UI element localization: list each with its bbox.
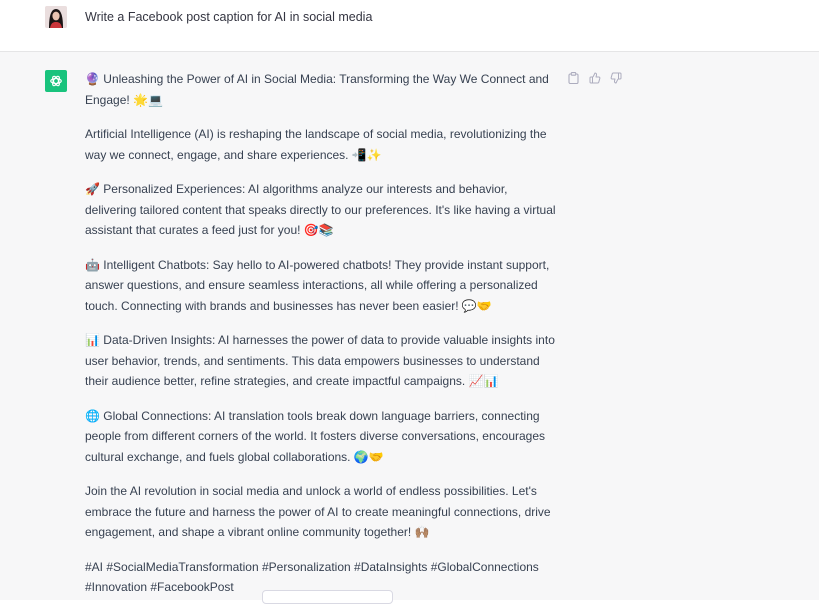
user-avatar (45, 6, 67, 28)
thumbs-down-button[interactable] (608, 70, 623, 85)
clipboard-icon (568, 72, 579, 84)
assistant-message-row (0, 52, 819, 600)
thumbs-up-button[interactable] (587, 70, 602, 85)
thumbs-down-icon (610, 72, 622, 84)
user-message-row (0, 0, 819, 52)
response-global: 🌐 Global Connections: AI translation tools break down language barriers, connecting people from different corners of the world. It fosters diverse conversations, encourages cultural exchange, and fuels global collaborations. 🌍🤝 (85, 408, 546, 464)
response-intro: Artificial Intelligence (AI) is reshaping the landscape of social media, revolutionizing the way we connect, engage, and share experiences. 📲✨ (85, 127, 547, 162)
regenerate-button[interactable] (262, 590, 393, 604)
user-avatar-image (45, 6, 67, 28)
user-message-text: Write a Facebook post caption for AI in social media (85, 10, 373, 24)
message-actions (566, 70, 623, 85)
response-hashtags: #AI #SocialMediaTransformation #Personalization #DataInsights #GlobalConnections #Innovation #FacebookPost (85, 559, 539, 594)
openai-logo-icon (49, 74, 63, 88)
response-chatbots: 🤖 Intelligent Chatbots: Say hello to AI-powered chatbots! They provide instant support, answer questions, and ensure seamless interactions, all while offering a personalized touch. Connecting with brands and businesses has never been easier! 💬🤝 (85, 257, 550, 313)
response-personalized: 🚀 Personalized Experiences: AI algorithms analyze our interests and behavior, delivering tailored content that speaks directly to our preferences. It's like having a virtual assistant that curates a feed just for you! 🎯📚 (85, 182, 556, 237)
response-insights: 📊 Data-Driven Insights: AI harnesses the power of data to provide valuable insights into user behavior, trends, and sentiments. This data empowers businesses to understand their audience better, refine strategies, and create impactful campaigns. 📈📊 (85, 333, 555, 388)
response-cta: Join the AI revolution in social media and unlock a world of endless possibilities. Let's embrace the future and harness the power of AI to create meaningful connections, drive engagement, and shape a vibrant online community together! 🙌🏽 (85, 484, 551, 539)
assistant-avatar (45, 70, 67, 92)
copy-button[interactable] (566, 70, 581, 85)
response-headline: 🔮 Unleashing the Power of AI in Social Media: Transforming the Way We Connect and Engage! 🌟💻 (85, 72, 549, 107)
thumbs-up-icon (589, 72, 601, 84)
assistant-response (85, 69, 560, 612)
